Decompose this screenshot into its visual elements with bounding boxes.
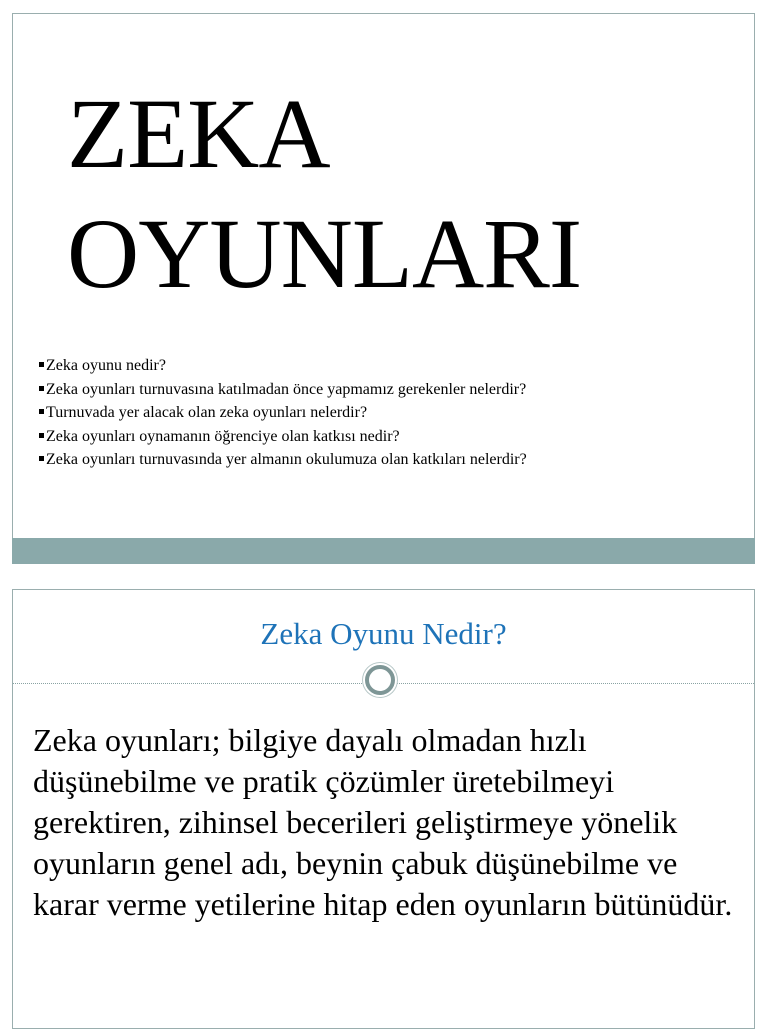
divider-ring-icon [365,665,395,695]
topic-text: Zeka oyunları oynamanın öğrenciye olan katkısı nedir? [46,427,400,445]
bullet-square-icon [39,409,44,414]
title-line-1: ZEKA [67,78,330,189]
slide-title-heading [67,74,581,314]
bullet-square-icon [39,362,44,367]
topic-text: Zeka oyunu nedir? [46,357,166,374]
topic-text: Zeka oyunları turnuvasında yer almanın okulumuza olan katkıları nelerdir? [46,451,527,468]
topic-item [39,378,527,402]
topic-text: Zeka oyunları turnuvasına katılmadan önce yapmamız gerekenler nelerdir? [46,380,527,398]
slide-title [12,13,755,564]
topic-list [39,354,527,472]
title-line-2: OYUNLARI [67,198,582,309]
slide-heading: Zeka Oyunu Nedir? [260,616,507,651]
topic-item [39,401,527,425]
topic-item [39,354,527,378]
definition-text: Zeka oyunları; bilgiye dayalı olmadan hızlı düşünebilme ve pratik çözümler üretebilmeyi gerektiren, zihinsel becerileri geliştirmeye yönelik oyunların genel adı, beynin çabuk düşünebilme ve karar verme yetilerine hitap eden oyunların bütünüdür. [33,722,733,922]
slide-definition [12,589,755,1029]
topic-item [39,448,527,472]
bullet-square-icon [39,386,44,391]
slide-footer-band [12,538,755,564]
topic-item [39,425,527,449]
topic-text: Turnuvada yer alacak olan zeka oyunları nelerdir? [46,404,368,421]
bullet-square-icon [39,433,44,438]
bullet-square-icon [39,456,44,461]
